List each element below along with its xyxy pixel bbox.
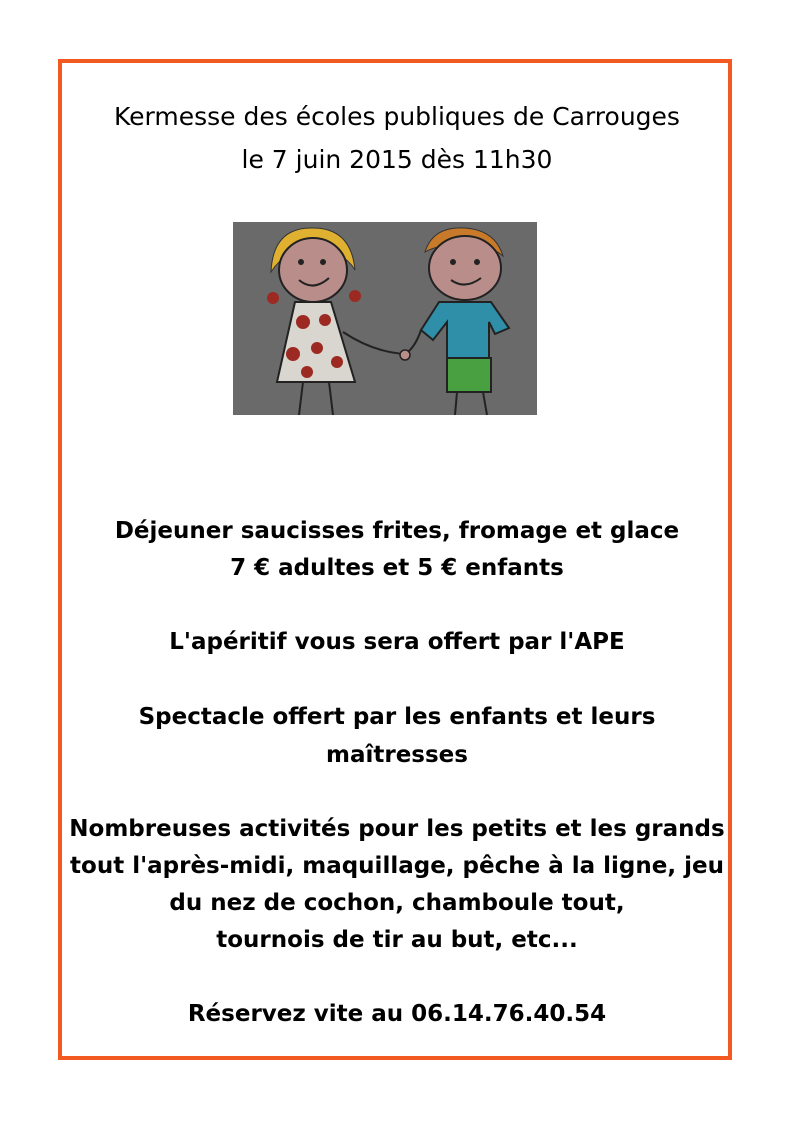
show-line-1: Spectacle offert par les enfants et leurs bbox=[138, 704, 656, 730]
flyer-title-line-1: Kermesse des écoles publiques de Carrouges bbox=[114, 102, 680, 131]
activities-line-4: tournois de tir au but, etc... bbox=[216, 927, 578, 953]
activities-line-1: Nombreuses activités pour les petits et les grands bbox=[69, 816, 725, 842]
activities-line-2: tout l'après-midi, maquillage, pêche à la ligne, jeu bbox=[70, 853, 724, 879]
children-illustration bbox=[233, 222, 537, 415]
show-line-2: maîtresses bbox=[326, 742, 468, 768]
flyer-title-line-2: le 7 juin 2015 dès 11h30 bbox=[241, 145, 553, 174]
lunch-line-1: Déjeuner saucisses frites, fromage et glace bbox=[114, 518, 680, 544]
activities-line-3: du nez de cochon, chamboule tout, bbox=[169, 890, 625, 916]
lunch-line-2: 7 € adultes et 5 € enfants bbox=[230, 555, 564, 581]
aperitif-line: L'apéritif vous sera offert par l'APE bbox=[169, 629, 625, 655]
reservation-line: Réservez vite au 06.14.76.40.54 bbox=[187, 1001, 607, 1027]
